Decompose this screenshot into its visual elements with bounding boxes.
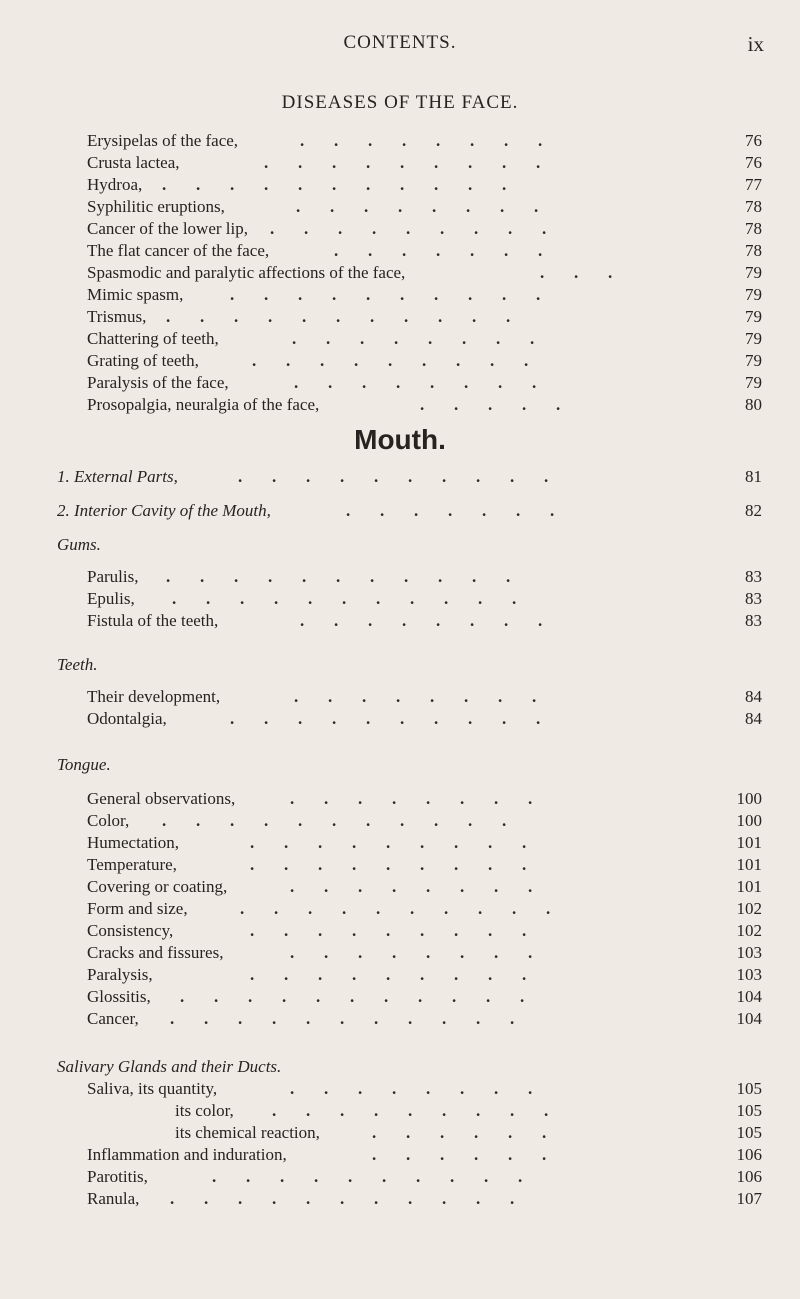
entry-label: Hydroa, — [87, 175, 143, 194]
entry-page: 105 — [736, 1101, 762, 1120]
toc-entry — [0, 152, 800, 174]
entry-label: Their development, — [87, 687, 221, 706]
entry-page: 100 — [736, 789, 762, 808]
leader-dots: . . . . . . . . . . . — [170, 1009, 515, 1028]
leader-dots: . . . . . . . . . . . — [170, 1189, 515, 1208]
entry-page: 79 — [745, 307, 762, 326]
subhead-tongue: Tongue. — [57, 755, 111, 774]
toc-entry — [0, 1122, 800, 1144]
toc-entry — [0, 500, 800, 522]
toc-entry — [0, 466, 800, 488]
toc-entry — [0, 1188, 800, 1210]
entry-page: 78 — [745, 241, 762, 260]
entry-page: 79 — [745, 373, 762, 392]
toc-entry — [0, 1100, 800, 1122]
toc-entry — [0, 788, 800, 810]
entry-page: 106 — [736, 1167, 762, 1186]
entry-label: General observations, — [87, 789, 236, 808]
entry-label: Paralysis of the face, — [87, 373, 229, 392]
entry-page: 100 — [736, 811, 762, 830]
toc-entry — [0, 196, 800, 218]
toc-entry — [0, 1078, 800, 1100]
leader-dots: . . . . . . . . . . — [230, 285, 541, 304]
entry-label: Parotitis, — [87, 1167, 148, 1186]
entry-label: Spasmodic and paralytic affections of the face, — [87, 263, 406, 282]
toc-entry — [0, 1008, 800, 1030]
toc-entry — [0, 240, 800, 262]
toc-entry — [0, 832, 800, 854]
leader-dots: . . . . . . . . . — [250, 921, 527, 940]
entry-label: Consistency, — [87, 921, 174, 940]
entry-label: The flat cancer of the face, — [87, 241, 270, 260]
entry-label: its color, — [175, 1101, 234, 1120]
entry-label: Color, — [87, 811, 130, 830]
entry-page: 107 — [736, 1189, 762, 1208]
toc-entry — [0, 328, 800, 350]
entry-label: its chemical reaction, — [175, 1123, 320, 1142]
entry-label: Epulis, — [87, 589, 135, 608]
toc-entry — [0, 284, 800, 306]
entry-page: 76 — [745, 153, 762, 172]
toc-entry — [0, 942, 800, 964]
entry-label: Saliva, its quantity, — [87, 1079, 218, 1098]
entry-page: 78 — [745, 197, 762, 216]
entry-label: Cancer, — [87, 1009, 139, 1028]
entry-page: 83 — [745, 611, 762, 630]
entry-label: Ranula, — [87, 1189, 140, 1208]
toc-entry — [0, 920, 800, 942]
entry-label: Prosopalgia, neuralgia of the face, — [87, 395, 320, 414]
entry-label: Cancer of the lower lip, — [87, 219, 248, 238]
entry-label: Trismus, — [87, 307, 147, 326]
leader-dots: . . . . . . . . — [290, 943, 533, 962]
entry-page: 76 — [745, 131, 762, 150]
leader-dots: . . . . . . . . — [294, 687, 537, 706]
page-folio: ix — [747, 32, 764, 56]
toc-entry — [0, 218, 800, 240]
leader-dots: . . . . . . — [372, 1123, 547, 1142]
leader-dots: . . . . . . . . . . . — [162, 175, 507, 194]
entry-page: 102 — [736, 899, 762, 918]
entry-page: 101 — [736, 833, 762, 852]
leader-dots: . . . . . . . . . . . — [166, 307, 511, 326]
leader-dots: . . . . . . . . . — [250, 965, 527, 984]
leader-dots: . . . . . . . . . — [250, 833, 527, 852]
entry-label: Mimic spasm, — [87, 285, 184, 304]
entry-label: 1. External Parts, — [57, 467, 178, 486]
leader-dots: . . . — [540, 263, 613, 282]
entry-label: Syphilitic eruptions, — [87, 197, 225, 216]
leader-dots: . . . . . . . — [334, 241, 543, 260]
toc-entry — [0, 1166, 800, 1188]
entry-page: 103 — [736, 943, 762, 962]
toc-entry — [0, 306, 800, 328]
toc-entry — [0, 810, 800, 832]
leader-dots: . . . . . . . . — [294, 373, 537, 392]
toc-entry — [0, 262, 800, 284]
leader-dots: . . . . . . — [372, 1145, 547, 1164]
entry-page: 77 — [745, 175, 762, 194]
entry-label: Grating of teeth, — [87, 351, 199, 370]
leader-dots: . . . . . . . . . — [264, 153, 541, 172]
leader-dots: . . . . . . . . . . . — [162, 811, 507, 830]
entry-page: 78 — [745, 219, 762, 238]
subhead-gums: Gums. — [57, 535, 101, 554]
toc-entry — [0, 876, 800, 898]
entry-page: 79 — [745, 329, 762, 348]
entry-page: 105 — [736, 1123, 762, 1142]
toc-entry — [0, 394, 800, 416]
toc-entry — [0, 566, 800, 588]
entry-page: 80 — [745, 395, 762, 414]
running-head — [0, 32, 800, 56]
leader-dots: . . . . . . . — [346, 501, 555, 520]
entry-page: 79 — [745, 351, 762, 370]
subhead-salivary: Salivary Glands and their Ducts. — [57, 1057, 282, 1076]
leader-dots: . . . . . . . . . . — [212, 1167, 523, 1186]
entry-page: 104 — [736, 1009, 762, 1028]
entry-label: Crusta lactea, — [87, 153, 180, 172]
entry-label: Glossitis, — [87, 987, 151, 1006]
entry-label: Temperature, — [87, 855, 177, 874]
leader-dots: . . . . . . . . . — [272, 1101, 549, 1120]
leader-dots: . . . . . . . . — [300, 611, 543, 630]
toc-entry — [0, 1144, 800, 1166]
leader-dots: . . . . . . . . . . . — [180, 987, 525, 1006]
subhead-teeth: Teeth. — [57, 655, 98, 674]
toc-entry — [0, 964, 800, 986]
toc-entry — [0, 588, 800, 610]
leader-dots: . . . . . . . . . — [270, 219, 547, 238]
entry-label: 2. Interior Cavity of the Mouth, — [57, 501, 271, 520]
toc-entry — [0, 898, 800, 920]
entry-page: 84 — [745, 687, 762, 706]
entry-page: 81 — [745, 467, 762, 486]
leader-dots: . . . . . . . . — [296, 197, 539, 216]
toc-entry — [0, 686, 800, 708]
entry-page: 79 — [745, 285, 762, 304]
leader-dots: . . . . . . . . — [290, 877, 533, 896]
entry-page: 84 — [745, 709, 762, 728]
running-title: CONTENTS. — [343, 32, 457, 53]
entry-label: Chattering of teeth, — [87, 329, 219, 348]
leader-dots: . . . . . . . . . . — [230, 709, 541, 728]
entry-page: 101 — [736, 855, 762, 874]
entry-page: 83 — [745, 589, 762, 608]
entry-label: Odontalgia, — [87, 709, 167, 728]
entry-page: 105 — [736, 1079, 762, 1098]
section-title-face: DISEASES OF THE FACE. — [281, 92, 519, 113]
leader-dots: . . . . . . . . . . — [240, 899, 551, 918]
leader-dots: . . . . . . . . — [292, 329, 535, 348]
entry-page: 103 — [736, 965, 762, 984]
entry-label: Humectation, — [87, 833, 180, 852]
leader-dots: . . . . . . . . . — [250, 855, 527, 874]
entry-label: Form and size, — [87, 899, 188, 918]
entry-page: 82 — [745, 501, 762, 520]
leader-dots: . . . . . . . . . . — [238, 467, 549, 486]
entry-label: Inflammation and induration, — [87, 1145, 287, 1164]
entry-label: Paralysis, — [87, 965, 153, 984]
entry-label: Cracks and fissures, — [87, 943, 224, 962]
entry-page: 79 — [745, 263, 762, 282]
entry-page: 102 — [736, 921, 762, 940]
toc-entry — [0, 986, 800, 1008]
leader-dots: . . . . . . . . . . . — [166, 567, 511, 586]
leader-dots: . . . . . . . . — [300, 131, 543, 150]
leader-dots: . . . . . . . . — [290, 1079, 533, 1098]
entry-page: 104 — [736, 987, 762, 1006]
entry-page: 101 — [736, 877, 762, 896]
toc-entry — [0, 372, 800, 394]
entry-page: 106 — [736, 1145, 762, 1164]
toc-entry — [0, 130, 800, 152]
toc-entry — [0, 610, 800, 632]
entry-label: Fistula of the teeth, — [87, 611, 219, 630]
toc-entry — [0, 174, 800, 196]
leader-dots: . . . . . — [420, 395, 561, 414]
entry-page: 83 — [745, 567, 762, 586]
toc-entry — [0, 854, 800, 876]
leader-dots: . . . . . . . . . — [252, 351, 529, 370]
entry-label: Erysipelas of the face, — [87, 131, 239, 150]
section-title-mouth: Mouth. — [354, 424, 446, 455]
entry-label: Covering or coating, — [87, 877, 228, 896]
entry-label: Parulis, — [87, 567, 139, 586]
leader-dots: . . . . . . . . — [290, 789, 533, 808]
toc-entry — [0, 708, 800, 730]
leader-dots: . . . . . . . . . . . — [172, 589, 517, 608]
toc-entry — [0, 350, 800, 372]
